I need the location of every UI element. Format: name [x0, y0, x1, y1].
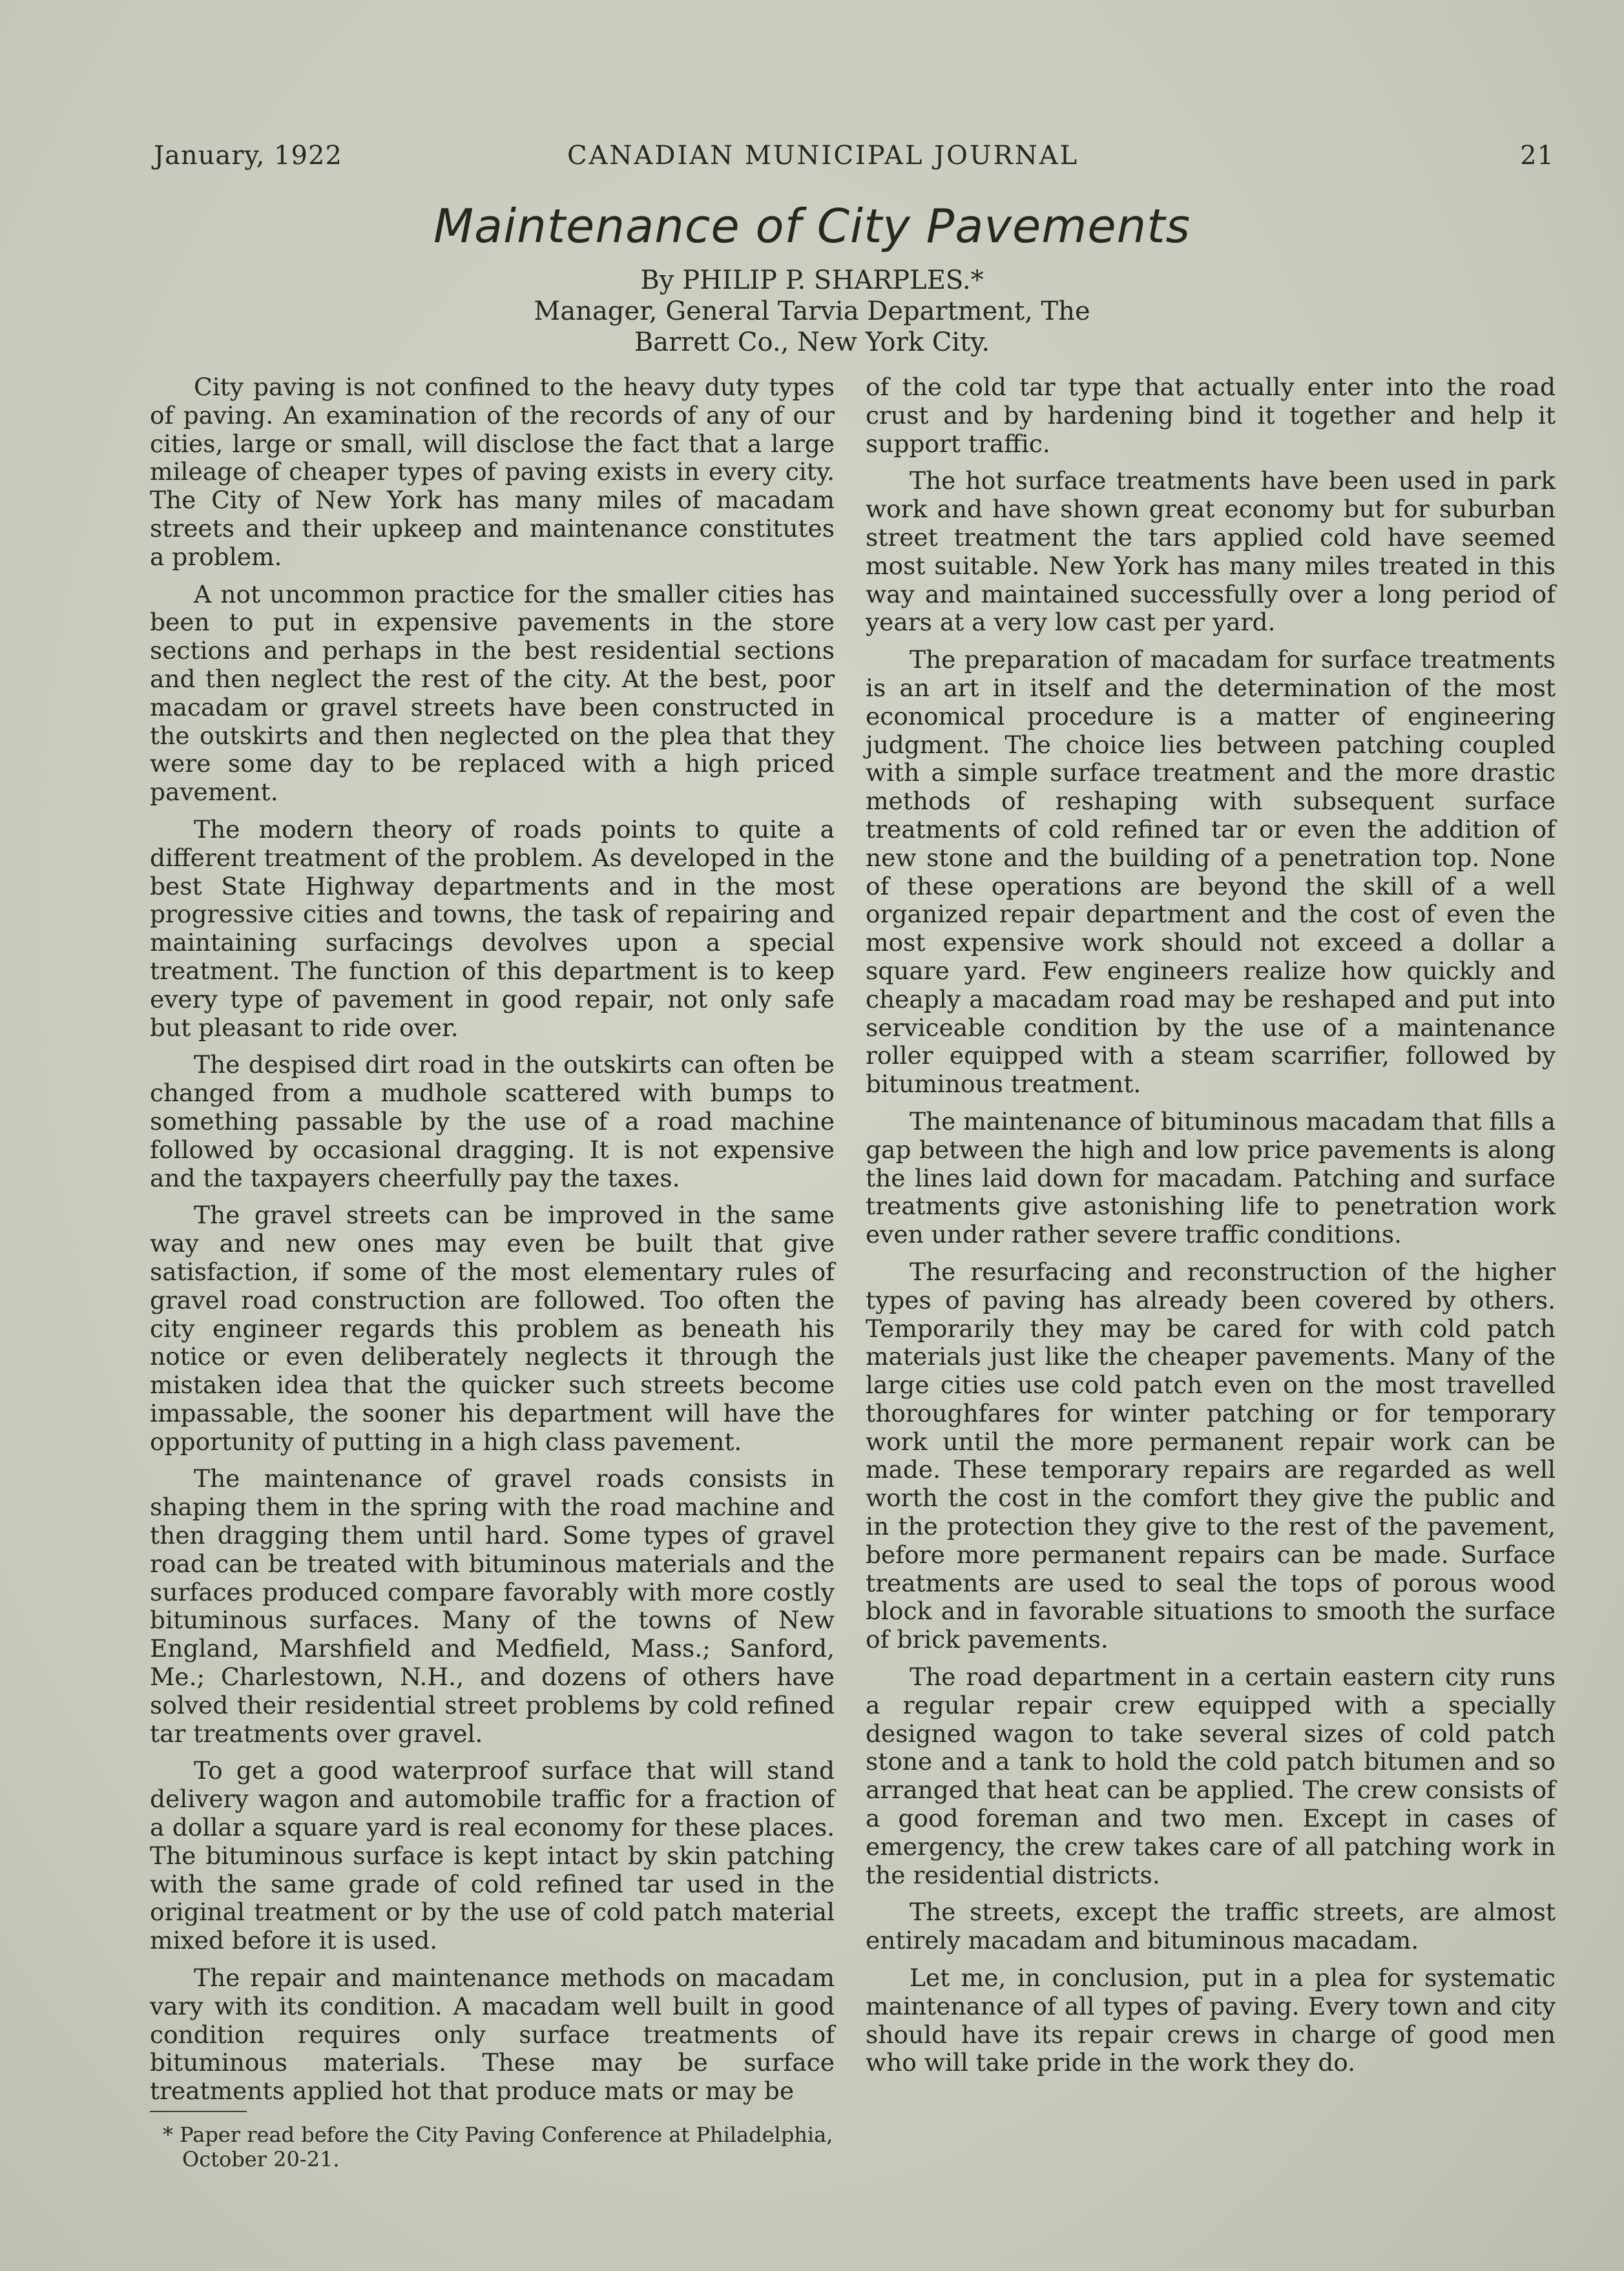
journal-name: CANADIAN MUNICIPAL JOURNAL: [567, 141, 1079, 171]
affiliation-line-1: Manager, General Tarvia Department, The: [534, 296, 1090, 326]
left-column: [150, 373, 835, 2111]
page-header: [154, 141, 1554, 180]
paragraph: The resurfacing and reconstruction of the higher types of paving has already been covered by others. Temporarily they may be cared for with cold patch materials just like the cheaper pavements. Many of the large cities use cold patch even on the most travelled thoroughfares for winter patching or for temporary work until the more permanent repair work can be made. These temporary repairs are regarded as well worth the cost in the comfort they give the public and in the protection they give to the rest of the pavement, before more permanent repairs can be made. Surface treatments are used to seal the tops of porous wood block and in favorable situations to smooth the surface of brick pavements.: [866, 1257, 1556, 1654]
author: By PHILIP P. SHARPLES.*: [640, 265, 984, 295]
paragraph: A not uncommon practice for the smaller cities has been to put in expensive pavements in the store sections and perhaps in the best residential sections and then neglect the rest of the city. At the best, poor macadam or gravel streets have been constructed in the outskirts and then neglected on the plea that they were some day to be replaced with a high priced pavement.: [150, 579, 835, 807]
paragraph: City paving is not confined to the heavy duty types of paving. An examination of the records of any of our cities, large or small, will disclose the fact that a large mileage of cheaper types of paving exists in every city. The City of New York has many miles of macadam streets and their upkeep and maintenance constitutes a problem.: [150, 373, 835, 571]
paragraph: of the cold tar type that actually enter into the road crust and by hardening bind it together and help it support traffic.: [866, 373, 1556, 458]
page-number: 21: [1520, 141, 1554, 171]
paragraph: The repair and maintenance methods on macadam vary with its condition. A macadam well built in good condition requires only surface treatments of bituminous materials. These may be surface treatments applied hot that produce mats or may be: [150, 1964, 835, 2106]
paragraph: The preparation of macadam for surface treatments is an art in itself and the determination of the most economical procedure is a matter of engineering judgment. The choice lies between patching coupled with a simple surface treatment and the more drastic methods of reshaping with subsequent surface treatments of cold refined tar or even the addition of new stone and the building of a penetration top. None of these operations are beyond the skill of a well organized repair department and the cost of even the most expensive work should not exceed a dollar a square yard. Few engineers realize how quickly and cheaply a macadam road may be reshaped and put into serviceable condition by the use of a maintenance roller equipped with a steam scarrifier, followed by bituminous treatment.: [866, 645, 1556, 1099]
paragraph: The maintenance of bituminous macadam that fills a gap between the high and low price pavements is along the lines laid down for macadam. Patching and surface treatments give astonishing life to penetration work even under rather severe traffic conditions.: [866, 1106, 1556, 1249]
paragraph: The despised dirt road in the outskirts can often be changed from a mudhole scattered with bumps to something passable by the use of a road machine followed by occasional dragging. It is not expensive and the taxpayers cheerfully pay the taxes.: [150, 1050, 835, 1192]
issue-date: January, 1922: [154, 141, 342, 171]
affiliation-line-2: Barrett Co., New York City.: [634, 327, 990, 357]
footnote-rule: [150, 2111, 247, 2112]
footnote: * Paper read before the City Paving Conference at Philadelphia, October 20-21.: [163, 2122, 833, 2172]
paragraph: The hot surface treatments have been used in park work and have shown great economy but for suburban street treatment the tars applied cold have seemed most suitable. New York has many miles treated in this way and maintained successfully over a long period of years at a very low cast per yard.: [866, 466, 1556, 637]
paragraph: The modern theory of roads points to quite a different treatment of the problem. As developed in the best State Highway departments and in the most progressive cities and towns, the task of repairing and maintaining surfacings devolves upon a special treatment. The function of this department is to keep every type of pavement in good repair, not only safe but pleasant to ride over.: [150, 814, 835, 1042]
paragraph: To get a good waterproof surface that will stand delivery wagon and automobile traffic for a fraction of a dollar a square yard is real economy for these places. The bituminous surface is kept intact by skin patching with the same grade of cold refined tar used in the original treatment or by the use of cold patch material mixed before it is used.: [150, 1756, 835, 1955]
article-title: Maintenance of City Pavements: [433, 199, 1191, 253]
paragraph: The gravel streets can be improved in the same way and new ones may even be built that give satisfaction, if some of the most elementary rules of gravel road construction are followed. Too often the city engineer regards this problem as beneath his notice or even deliberately neglects it through the mistaken idea that the quicker such streets become impassable, the sooner his department will have the opportunity of putting in a high class pavement.: [150, 1201, 835, 1456]
paragraph: The maintenance of gravel roads consists in shaping them in the spring with the road machine and then dragging them until hard. Some types of gravel road can be treated with bituminous materials and the surfaces produced compare favorably with more costly bituminous surfaces. Many of the towns of New England, Marshfield and Medfield, Mass.; Sanford, Me.; Charlestown, N.H., and dozens of others have solved their residential street problems by cold refined tar treatments over gravel.: [150, 1464, 835, 1748]
paragraph: Let me, in conclusion, put in a plea for systematic maintenance of all types of paving. Every town and city should have its repair crews in charge of good men who will take pride in the work they do.: [866, 1964, 1556, 2077]
right-column: [866, 373, 1556, 2086]
paragraph: The streets, except the traffic streets, are almost entirely macadam and bituminous macadam.: [866, 1898, 1556, 1955]
byline: [0, 265, 1624, 358]
paragraph: The road department in a certain eastern city runs a regular repair crew equipped with a specially designed wagon to take several sizes of cold patch stone and a tank to hold the cold patch bitumen and so arranged that heat can be applied. The crew consists of a good foreman and two men. Except in cases of emergency, the crew takes care of all patching work in the residential districts.: [866, 1663, 1556, 1889]
